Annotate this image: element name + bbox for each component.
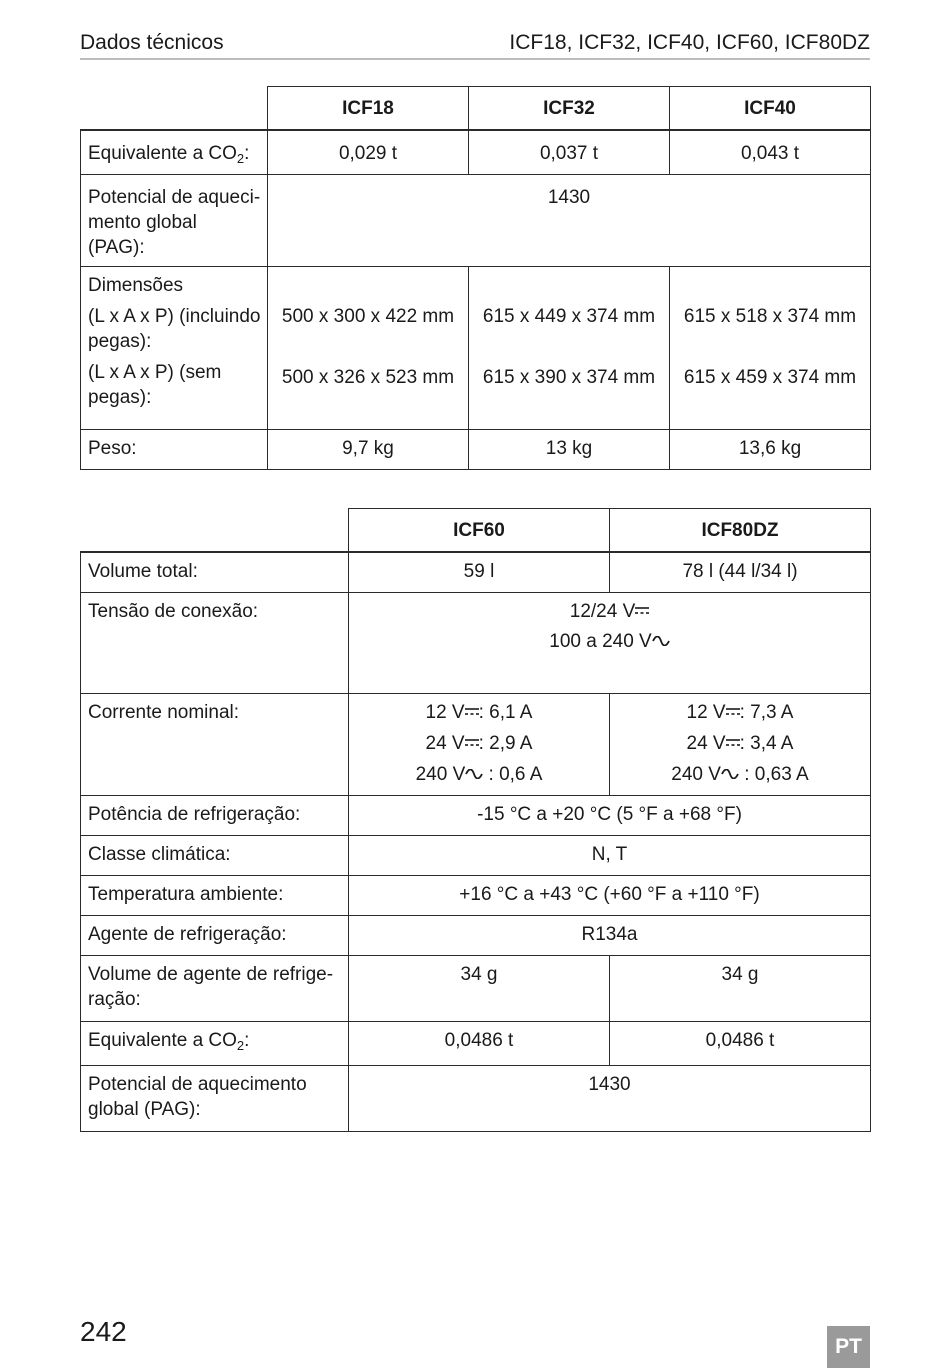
row-label-weight: Peso: (81, 429, 268, 469)
model-list: ICF18, ICF32, ICF40, ICF60, ICF80DZ (509, 31, 870, 54)
cell-value: 9,7 kg (268, 429, 469, 469)
ac-symbol-icon (721, 769, 739, 779)
specs-table-icf60-80dz (80, 508, 871, 1132)
ac-symbol-icon (465, 769, 483, 779)
table-row (81, 592, 871, 693)
dc-symbol-icon (465, 738, 479, 748)
row-label-climate: Classe climática: (81, 835, 349, 875)
row-label-co2: Equivalente a $CO_2$: (81, 1021, 349, 1065)
cell-value: 500 x 300 x 422 mm 500 x 326 x 523 mm (268, 266, 469, 429)
cell-value: N, T (349, 835, 871, 875)
column-header: ICF18 (268, 87, 469, 131)
cell-value: 0,043 t (670, 130, 871, 174)
cell-value: 0,037 t (469, 130, 670, 174)
table-row (81, 693, 871, 795)
voltage-dc: 12/24 V (569, 600, 636, 622)
row-label-volume: Volume total: (81, 552, 349, 592)
table-row (81, 130, 871, 174)
cell-value: 13 kg (469, 429, 670, 469)
column-header: ICF60 (349, 509, 610, 553)
table-row (81, 1065, 871, 1131)
cell-value: 59 l (349, 552, 610, 592)
row-label-voltage: Tensão de conexão: (81, 592, 349, 693)
table-row (81, 266, 871, 429)
cell-value: 34 g (610, 955, 871, 1021)
row-label-refrigerant-volume: Volume de agente de refrige- ração: (81, 955, 349, 1021)
cell-value: 1430 (268, 174, 871, 266)
cell-value: 12 V : 6,1 A 24 V : 2,9 A 240 V : 0,6 A (349, 693, 610, 795)
cell-value: 615 x 518 x 374 mm 615 x 459 x 374 mm (670, 266, 871, 429)
table-row (81, 795, 871, 835)
dc-symbol-icon (726, 707, 740, 717)
cell-value (349, 592, 871, 693)
table-row (81, 875, 871, 915)
cell-value: 0,029 t (268, 130, 469, 174)
column-header: ICF80DZ (610, 509, 871, 553)
table-row (81, 174, 871, 266)
cell-value: R134a (349, 915, 871, 955)
row-label-co2: Equivalente a $CO_2$: (81, 130, 268, 174)
voltage-ac: 100 a 240 V (549, 630, 652, 652)
corner-cell (81, 509, 349, 553)
row-label-ambient: Temperatura ambiente: (81, 875, 349, 915)
table-row (81, 835, 871, 875)
cell-value: 13,6 kg (670, 429, 871, 469)
cell-value: -15 °C a +20 °C (5 °F a +68 °F) (349, 795, 871, 835)
table-row (81, 429, 871, 469)
table-row (81, 1021, 871, 1065)
table-row (81, 915, 871, 955)
cell-value: 1430 (349, 1065, 871, 1131)
cell-value: +16 °C a +43 °C (+60 °F a +110 °F) (349, 875, 871, 915)
row-label-cooling: Potência de refrigeração: (81, 795, 349, 835)
table-header-row (81, 509, 871, 553)
specs-table-icf18-32-40 (80, 86, 871, 470)
column-header: ICF32 (469, 87, 670, 131)
table-row (81, 552, 871, 592)
table-row (81, 955, 871, 1021)
corner-cell (81, 87, 268, 131)
dc-symbol-icon (726, 738, 740, 748)
header-rule (80, 58, 870, 60)
section-title: Dados técnicos (80, 31, 224, 54)
cell-value: 615 x 449 x 374 mm 615 x 390 x 374 mm (469, 266, 670, 429)
row-label-dimensions: Dimensões (L x A x P) (incluindo pegas): (L x A x P) (sem pegas): (81, 266, 268, 429)
row-label-gwp: Potencial de aqueci- mento global (PAG): (81, 174, 268, 266)
row-label-refrigerant: Agente de refrigeração: (81, 915, 349, 955)
cell-value: 12 V : 7,3 A 24 V : 3,4 A 240 V : 0,63 A (610, 693, 871, 795)
cell-value: 0,0486 t (349, 1021, 610, 1065)
cell-value: 78 l (44 l/34 l) (610, 552, 871, 592)
row-label-gwp: Potencial de aquecimento global (PAG): (81, 1065, 349, 1131)
ac-symbol-icon (652, 636, 670, 646)
cell-value: 0,0486 t (610, 1021, 871, 1065)
row-label-current: Corrente nominal: (81, 693, 349, 795)
dc-symbol-icon (635, 606, 649, 616)
language-badge: PT (827, 1326, 870, 1368)
dc-symbol-icon (465, 707, 479, 717)
table-header-row (81, 87, 871, 131)
cell-value: 34 g (349, 955, 610, 1021)
page-number: 242 (80, 1316, 127, 1347)
column-header: ICF40 (670, 87, 871, 131)
